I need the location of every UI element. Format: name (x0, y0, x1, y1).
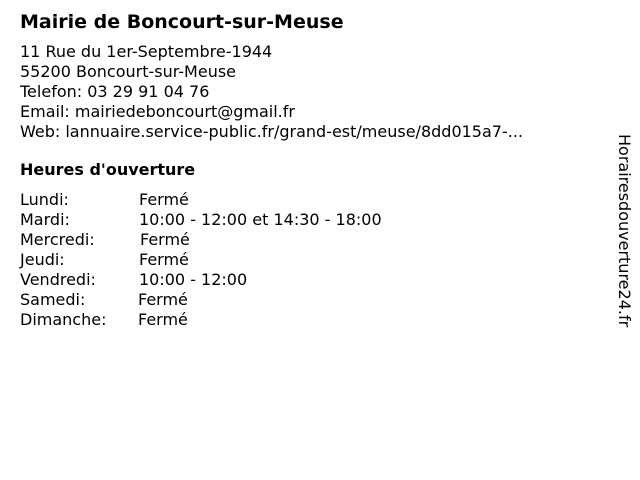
website-link[interactable]: Web: lannuaire.service-public.fr/grand-est/meuse/8dd015a7-... (20, 122, 523, 141)
day-hours: 10:00 - 12:00 (139, 270, 248, 289)
day-hours: 10:00 - 12:00 et 14:30 - 18:00 (139, 210, 382, 229)
day-hours: Fermé (139, 250, 189, 269)
day-label: Dimanche: (20, 310, 107, 329)
day-label: Jeudi: (20, 250, 65, 269)
day-hours: Fermé (140, 230, 190, 249)
phone-number[interactable]: Telefon: 03 29 91 04 76 (20, 82, 210, 101)
hours-row-mardi (20, 210, 590, 230)
hours-row-mercredi (20, 230, 590, 250)
opening-hours-heading: Heures d'ouverture (20, 160, 196, 179)
hours-row-lundi (20, 190, 590, 210)
email-address[interactable]: Email: mairiedeboncourt@gmail.fr (20, 102, 295, 121)
day-label: Lundi: (20, 190, 69, 209)
day-hours: Fermé (139, 190, 189, 209)
hours-row-samedi (20, 290, 590, 310)
site-brand-vertical[interactable]: Horairesdouverture24.fr (615, 134, 634, 328)
day-label: Mardi: (20, 210, 70, 229)
opening-hours-table (20, 190, 590, 330)
hours-row-jeudi (20, 250, 590, 270)
hours-row-dimanche (20, 310, 590, 330)
day-hours: Fermé (138, 290, 188, 309)
day-label: Vendredi: (20, 270, 96, 289)
address-line-2: 55200 Boncourt-sur-Meuse (20, 62, 237, 81)
business-card (20, 10, 590, 330)
business-name: Mairie de Boncourt-sur-Meuse (20, 11, 344, 33)
day-label: Samedi: (20, 290, 86, 309)
day-hours: Fermé (138, 310, 188, 329)
address-line-1: 11 Rue du 1er-Septembre-1944 (20, 42, 273, 61)
hours-row-vendredi (20, 270, 590, 290)
day-label: Mercredi: (20, 230, 95, 249)
